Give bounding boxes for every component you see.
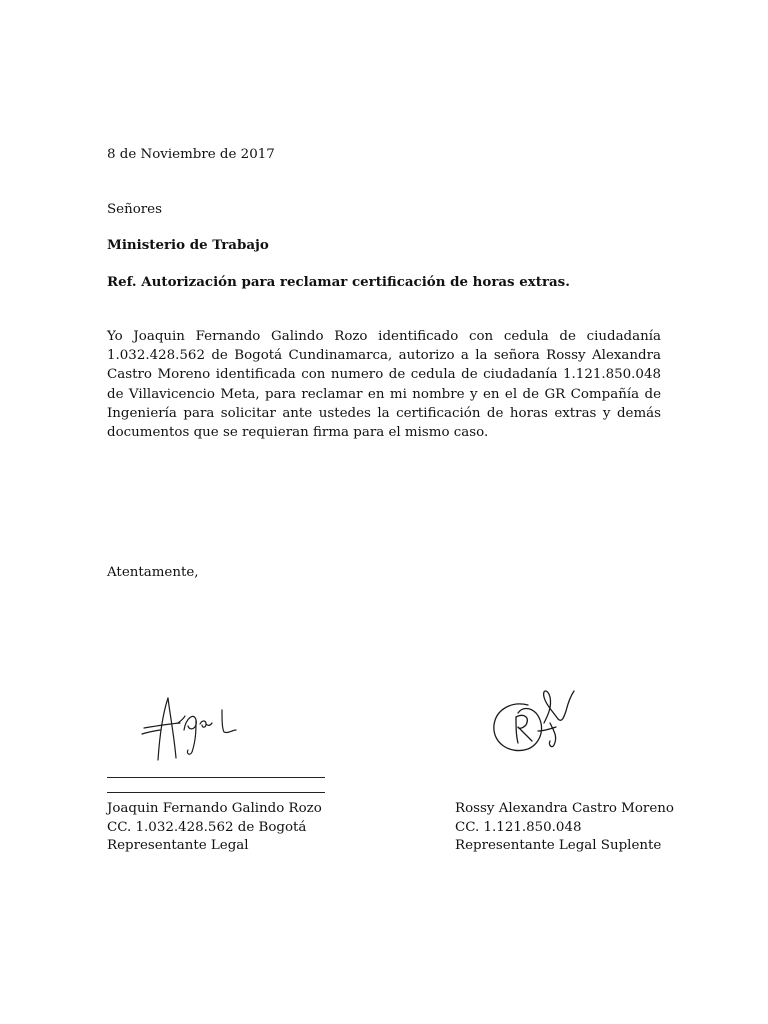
- signatory-right: [455, 800, 674, 856]
- letter-date: 8 de Noviembre de 2017: [107, 147, 275, 162]
- signature-left-image: [138, 690, 248, 770]
- salutation: Señores: [107, 202, 162, 217]
- signatory-left: [107, 800, 322, 856]
- signatory-right-id: CC. 1.121.850.048: [455, 819, 582, 835]
- signature-right-image: [488, 683, 580, 758]
- signatory-right-role: Representante Legal Suplente: [455, 838, 662, 853]
- letter-body: Yo Joaquin Fernando Galindo Rozo identificado con cedula de ciudadanía 1.032.428.562 de Bogotá Cundinamarca, autorizo a la señora Rossy Alexandra Castro Moreno identificada con numero de cedula de ciudadanía 1.121.850.048 de Villavicencio Meta, para reclamar en mi nombre y en el de GR Compañía de Ingeniería para solicitar ante ustedes la certificación de horas extras y demás documentos que se requieran firma para el mismo caso.: [107, 329, 661, 441]
- closing: Atentamente,: [107, 565, 199, 580]
- signatory-right-name: Rossy Alexandra Castro Moreno: [455, 801, 674, 816]
- signatory-left-role: Representante Legal: [107, 838, 249, 853]
- reference-line: Ref. Autorización para reclamar certificación de horas extras.: [107, 274, 570, 290]
- signature-line-bottom: [107, 792, 325, 793]
- signature-line-top: [107, 777, 325, 778]
- recipient: Ministerio de Trabajo: [107, 237, 269, 253]
- signatory-left-id: CC. 1.032.428.562 de Bogotá: [107, 819, 307, 835]
- signatory-left-name: Joaquin Fernando Galindo Rozo: [107, 801, 322, 816]
